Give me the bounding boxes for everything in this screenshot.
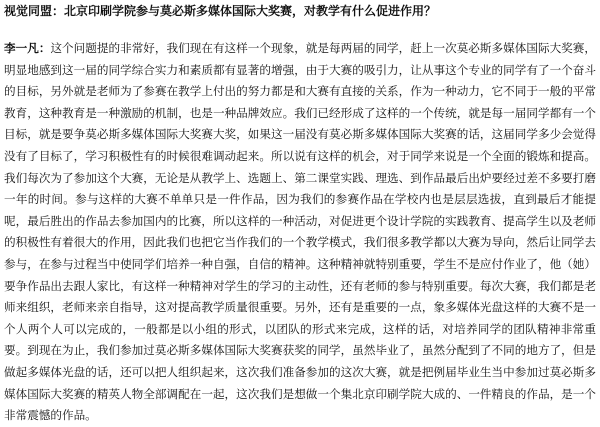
question-label: 视觉同盟： <box>4 4 65 18</box>
answer-speaker: 李一凡： <box>4 41 51 55</box>
question-text: 北京印刷学院参与莫必斯多媒体国际大奖赛，对教学有什么促进作用？ <box>64 4 437 18</box>
interview-answer <box>4 38 596 427</box>
interview-question <box>4 2 596 20</box>
answer-text: 这个问题提的非常好，我们现在有这样一个现象，就是每两届的同学，赶上一次莫必斯多媒体国际大奖赛，明显地感到这一届的同学综合实力和素质都有显著的增强，由于大赛的吸引力，让从事这个专业的同学有了一个奋斗的目标，另外就是老师为了参赛在教学上付出的努力都是和大赛有直接的关系，作为一种动力，它不同于一般的平常教育，这种教育是一种激励的机制，也是一种品牌效应。我们已经形成了这样的一个传统，就是每一届同学都有一个目标，就是要争莫必斯多媒体国际大奖赛大奖，如果这一届没有莫必斯多媒体国际大奖赛的话，这届同学多少会觉得没有了目标了，学习积极性有的时候很难调动起来。所以说有这样的机会，对于同学来说是一个全面的锻炼和提高。我们每次为了参加这个大赛，无论是从教学上、选题上、第二课堂实践、理选、到作品最后出炉要经过差不多要打磨一年的时间。参与这样的大赛不单单只是一件作品，因为我们的参赛作品在学校内也是层层选拔，直到最后才能提呢，最后胜出的作品去参加国内的比赛，所以这样的一种活动，对促进更个设计学院的实践教育、提高学生以及老师的积极性有着很大的作用，因此我们也把它当作我们的一个教学模式，我们很多教学都以大赛为导向，然后让同学去参与，在参与过程当中使同学们培养一种自强，自信的精神。这种精神就特别重要，学生不是应付作业了，他（她）要争作品出去跟人家比，有这样一种精神对学生的学习的主动性，还有老师的参与特别重要。每次大赛，我们都是老师来组织，老师来亲自指导，这对提高教学质量很重要。另外，还有是重要的一点，象多媒体光盘这样的大赛不是一个人两个人可以完成的，一般都是以小组的形式，以团队的形式来完成，这样的话，对培养同学的团队精神非常重要。到现在为止，我们参加过莫必斯多媒体国际大奖赛获奖的同学，虽然毕业了，虽然分配到了不同的地方了，但是做起多媒体光盘的话，还可以把人组织起来，这次我们准备参加的这次大赛，就是把例届毕业生当中参加过莫必斯多媒体国际大奖赛的精英人物全部调配在一起，这次我们是想做一个集北京印刷学院大成的、一件精良的作品，是一个非常震憾的作品。 <box>4 41 596 423</box>
paragraph-spacer <box>4 20 596 38</box>
